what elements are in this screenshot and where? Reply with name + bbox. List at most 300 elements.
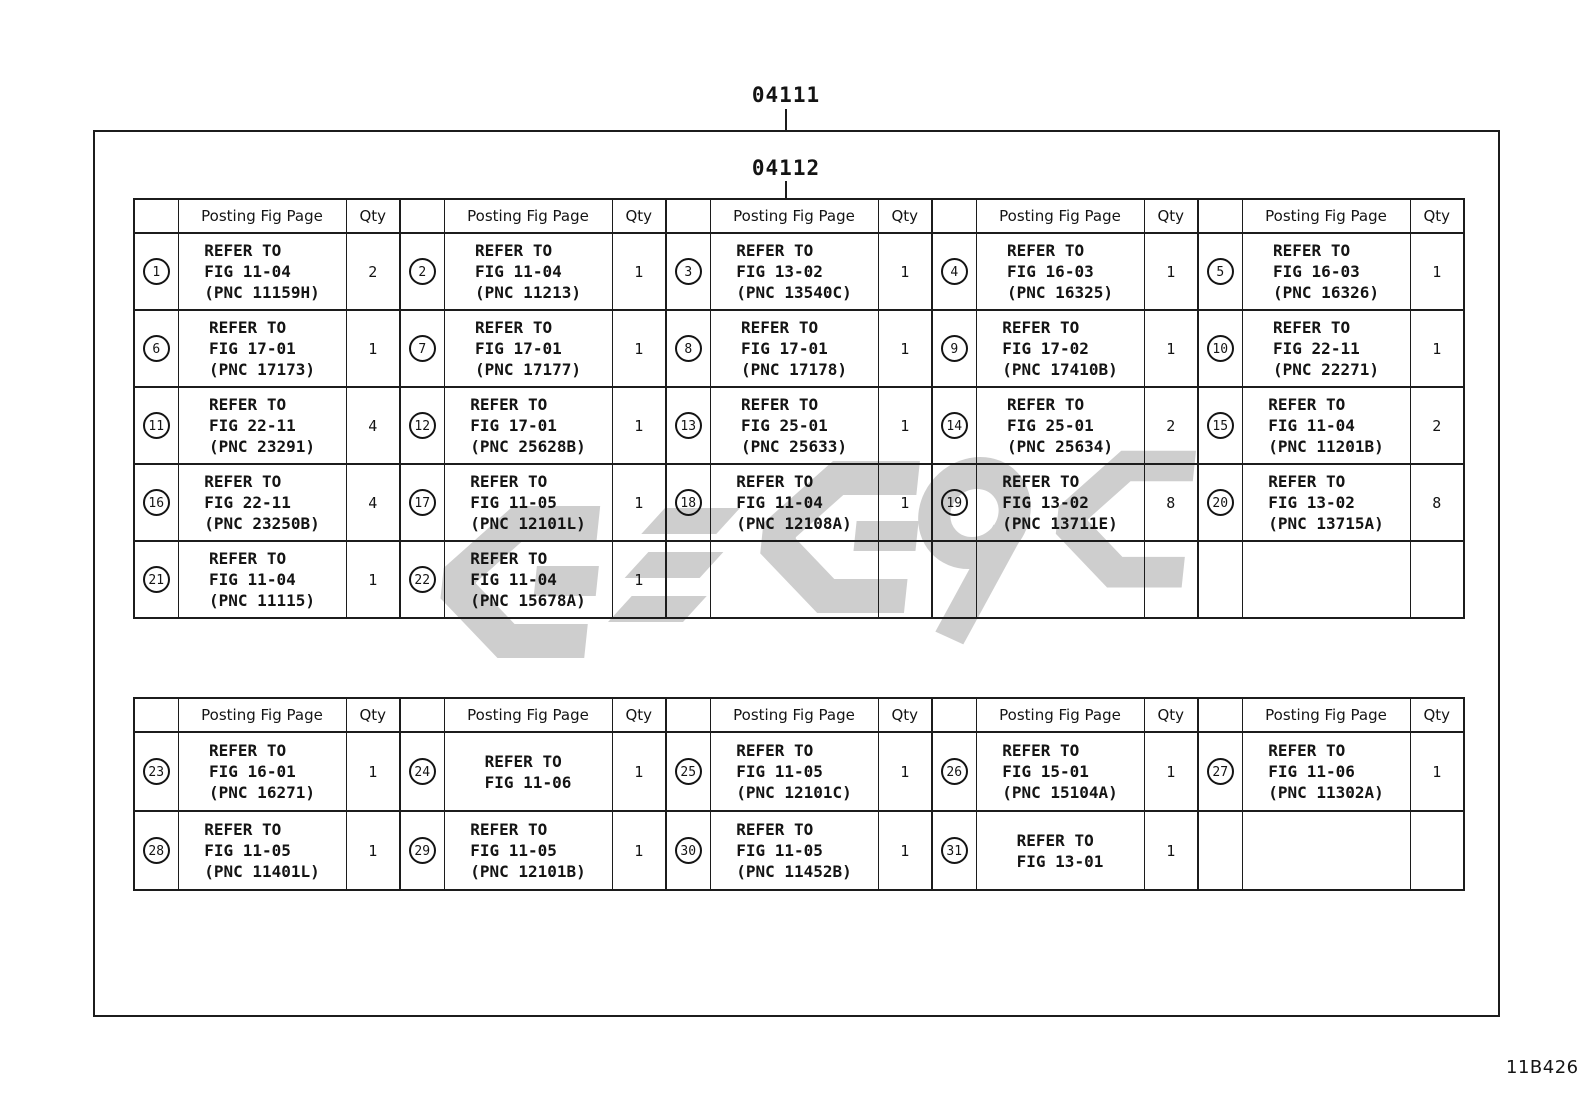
- refer-to-line: REFER TO: [470, 549, 548, 568]
- item-number-cell: [666, 732, 710, 811]
- fig-line: FIG 11-06: [484, 772, 572, 792]
- fig-reference-cell: [178, 310, 346, 387]
- fig-reference-text: [209, 548, 315, 611]
- fig-reference-cell: [710, 811, 878, 890]
- fig-line: FIG 11-04: [209, 570, 296, 589]
- fig-reference-text: [1002, 317, 1118, 380]
- item-number-circle: 6: [143, 335, 170, 362]
- qty-cell: 1: [346, 310, 400, 387]
- fig-line: FIG 22-11: [1273, 339, 1360, 358]
- qty-cell: 1: [612, 541, 666, 618]
- fig-reference-cell: [710, 732, 878, 811]
- item-number-cell: [666, 233, 710, 310]
- qty-cell: 1: [1144, 811, 1198, 890]
- refer-to-line: REFER TO: [736, 741, 814, 760]
- fig-reference-text: [741, 394, 847, 457]
- qty-cell: [1144, 541, 1198, 618]
- fig-reference-cell: [1242, 310, 1410, 387]
- fig-reference-cell: [444, 732, 612, 811]
- fig-line: FIG 17-01: [475, 339, 562, 358]
- pnc-line: (PNC 17173): [209, 360, 315, 379]
- connector-line-04111: [785, 109, 787, 130]
- fig-reference-cell: [178, 541, 346, 618]
- fig-line: FIG 17-02: [1002, 339, 1089, 358]
- item-number-circle: 29: [409, 837, 436, 864]
- item-number-cell: [1198, 310, 1242, 387]
- pnc-line: (PNC 15678A): [470, 591, 586, 610]
- fig-line: FIG 11-04: [736, 493, 823, 512]
- posting-fig-page-header: Posting Fig Page: [710, 698, 878, 732]
- fig-reference-text: [1017, 830, 1104, 872]
- fig-line: FIG 25-01: [741, 416, 828, 435]
- item-number-cell: [666, 387, 710, 464]
- qty-cell: 8: [1410, 464, 1464, 541]
- refer-to-line: REFER TO: [1007, 395, 1085, 414]
- fig-line: FIG 13-01: [1016, 851, 1104, 871]
- qty-header: Qty: [612, 199, 666, 233]
- fig-line: FIG 22-11: [204, 493, 291, 512]
- item-number-cell: [932, 732, 976, 811]
- fig-reference-cell: [444, 811, 612, 890]
- item-number-cell: [1198, 811, 1242, 890]
- refer-to-line: REFER TO: [470, 820, 548, 839]
- fig-reference-cell: [1242, 387, 1410, 464]
- pnc-line: (PNC 12108A): [736, 514, 852, 533]
- posting-fig-page-header: Posting Fig Page: [444, 698, 612, 732]
- qty-cell: 1: [612, 464, 666, 541]
- refer-to-line: REFER TO: [736, 241, 814, 260]
- fig-reference-cell: [976, 541, 1144, 618]
- pnc-line: (PNC 12101L): [470, 514, 586, 533]
- fig-reference-text: [470, 819, 586, 882]
- item-number-circle: 26: [941, 758, 968, 785]
- qty-header: Qty: [1410, 199, 1464, 233]
- pnc-line: (PNC 17410B): [1002, 360, 1118, 379]
- pnc-line: (PNC 25633): [741, 437, 847, 456]
- refer-to-line: REFER TO: [209, 318, 287, 337]
- item-number-circle: 19: [941, 489, 968, 516]
- item-number-cell: [666, 811, 710, 890]
- item-number-cell: [134, 387, 178, 464]
- pnc-line: (PNC 11115): [209, 591, 315, 610]
- posting-fig-page-header: Posting Fig Page: [976, 199, 1144, 233]
- fig-line: FIG 22-11: [209, 416, 296, 435]
- qty-cell: 1: [612, 732, 666, 811]
- fig-line: FIG 13-02: [1002, 493, 1089, 512]
- item-number-cell: [400, 387, 444, 464]
- fig-reference-cell: [1242, 233, 1410, 310]
- table-row: [134, 732, 1464, 811]
- refer-to-line: REFER TO: [1268, 472, 1346, 491]
- pnc-line: (PNC 11302A): [1268, 783, 1384, 802]
- fig-line: FIG 17-01: [470, 416, 557, 435]
- item-number-header: [400, 698, 444, 732]
- header-row: [134, 199, 1464, 233]
- item-number-cell: [134, 464, 178, 541]
- qty-cell: 1: [878, 233, 932, 310]
- item-number-circle: 5: [1207, 258, 1234, 285]
- fig-reference-text: [736, 471, 852, 534]
- part-number-04112: 04112: [751, 156, 821, 180]
- part-number-04111: 04111: [751, 83, 821, 107]
- pnc-line: (PNC 17178): [741, 360, 847, 379]
- fig-reference-cell: [976, 233, 1144, 310]
- qty-cell: 1: [346, 732, 400, 811]
- fig-reference-text: [736, 240, 852, 303]
- fig-reference-cell: [976, 732, 1144, 811]
- pnc-line: (PNC 25628B): [470, 437, 586, 456]
- item-number-circle: 1: [143, 258, 170, 285]
- item-number-cell: [400, 732, 444, 811]
- item-number-cell: [134, 233, 178, 310]
- fig-line: FIG 11-05: [204, 841, 291, 860]
- fig-reference-cell: [976, 310, 1144, 387]
- fig-reference-cell: [710, 387, 878, 464]
- qty-cell: 8: [1144, 464, 1198, 541]
- pnc-line: (PNC 12101C): [736, 783, 852, 802]
- item-number-circle: 12: [409, 412, 436, 439]
- pnc-line: (PNC 15104A): [1002, 783, 1118, 802]
- table-row: [134, 310, 1464, 387]
- posting-fig-page-header: Posting Fig Page: [178, 199, 346, 233]
- qty-cell: 1: [878, 310, 932, 387]
- fig-reference-text: [1268, 740, 1384, 803]
- fig-reference-text: [1273, 317, 1379, 380]
- fig-reference-cell: [976, 464, 1144, 541]
- item-number-circle: 28: [143, 837, 170, 864]
- item-number-cell: [666, 541, 710, 618]
- refer-to-line: REFER TO: [1273, 318, 1351, 337]
- fig-reference-cell: [1242, 541, 1410, 618]
- qty-cell: 1: [1410, 732, 1464, 811]
- fig-line: FIG 11-04: [475, 262, 562, 281]
- qty-cell: 4: [346, 387, 400, 464]
- qty-cell: 2: [1144, 387, 1198, 464]
- pnc-line: (PNC 16271): [209, 783, 315, 802]
- item-number-circle: 21: [143, 566, 170, 593]
- posting-fig-page-header: Posting Fig Page: [1242, 199, 1410, 233]
- refer-to-line: REFER TO: [204, 241, 282, 260]
- fig-reference-text: [1273, 240, 1379, 303]
- qty-cell: 1: [612, 233, 666, 310]
- item-number-cell: [400, 464, 444, 541]
- item-number-header: [400, 199, 444, 233]
- item-number-circle: 31: [941, 837, 968, 864]
- fig-line: FIG 11-05: [470, 493, 557, 512]
- fig-reference-text: [485, 751, 572, 793]
- qty-cell: 1: [878, 732, 932, 811]
- fig-line: FIG 16-03: [1273, 262, 1360, 281]
- item-number-cell: [134, 732, 178, 811]
- item-number-header: [1198, 698, 1242, 732]
- fig-line: FIG 11-06: [1268, 762, 1355, 781]
- refer-to-line: REFER TO: [470, 472, 548, 491]
- fig-reference-cell: [444, 310, 612, 387]
- item-number-cell: [932, 541, 976, 618]
- qty-cell: [878, 541, 932, 618]
- item-number-cell: [932, 233, 976, 310]
- fig-reference-cell: [1242, 811, 1410, 890]
- item-number-circle: 2: [409, 258, 436, 285]
- item-number-circle: 16: [143, 489, 170, 516]
- item-number-circle: 25: [675, 758, 702, 785]
- fig-reference-cell: [710, 310, 878, 387]
- fig-line: FIG 17-01: [741, 339, 828, 358]
- pnc-line: (PNC 17177): [475, 360, 581, 379]
- refer-to-line: REFER TO: [1002, 318, 1080, 337]
- fig-line: FIG 11-04: [470, 570, 557, 589]
- fig-reference-text: [1002, 471, 1118, 534]
- qty-cell: 2: [1410, 387, 1464, 464]
- item-number-header: [932, 698, 976, 732]
- item-number-cell: [932, 464, 976, 541]
- fig-reference-table-1: [133, 198, 1465, 619]
- refer-to-line: REFER TO: [475, 241, 553, 260]
- fig-reference-text: [1268, 471, 1384, 534]
- item-number-circle: 4: [941, 258, 968, 285]
- fig-line: FIG 11-04: [204, 262, 291, 281]
- qty-cell: 1: [1144, 233, 1198, 310]
- qty-header: Qty: [1144, 698, 1198, 732]
- qty-cell: 1: [1410, 233, 1464, 310]
- refer-to-line: REFER TO: [736, 820, 814, 839]
- pnc-line: (PNC 11452B): [736, 862, 852, 881]
- refer-to-line: REFER TO: [1273, 241, 1351, 260]
- pnc-line: (PNC 13540C): [736, 283, 852, 302]
- item-number-circle: 18: [675, 489, 702, 516]
- qty-cell: 1: [346, 811, 400, 890]
- item-number-circle: 27: [1207, 758, 1234, 785]
- item-number-circle: 13: [675, 412, 702, 439]
- posting-fig-page-header: Posting Fig Page: [1242, 698, 1410, 732]
- fig-line: FIG 13-02: [736, 262, 823, 281]
- fig-line: FIG 16-01: [209, 762, 296, 781]
- fig-reference-text: [475, 317, 581, 380]
- item-number-cell: [666, 310, 710, 387]
- refer-to-line: REFER TO: [204, 820, 282, 839]
- item-number-cell: [134, 541, 178, 618]
- refer-to-line: REFER TO: [1002, 741, 1080, 760]
- fig-reference-cell: [178, 732, 346, 811]
- posting-fig-page-header: Posting Fig Page: [178, 698, 346, 732]
- table-row: [134, 464, 1464, 541]
- fig-reference-text: [1268, 394, 1384, 457]
- pnc-line: (PNC 11213): [475, 283, 581, 302]
- qty-header: Qty: [346, 698, 400, 732]
- refer-to-line: REFER TO: [736, 472, 814, 491]
- fig-reference-text: [1007, 394, 1113, 457]
- qty-cell: 1: [878, 464, 932, 541]
- qty-cell: [1410, 811, 1464, 890]
- fig-reference-text: [475, 240, 581, 303]
- pnc-line: (PNC 11401L): [204, 862, 320, 881]
- item-number-circle: 14: [941, 412, 968, 439]
- fig-reference-cell: [710, 233, 878, 310]
- qty-cell: 1: [1410, 310, 1464, 387]
- pnc-line: (PNC 22271): [1273, 360, 1379, 379]
- fig-reference-cell: [710, 464, 878, 541]
- pnc-line: (PNC 11159H): [204, 283, 320, 302]
- refer-to-line: REFER TO: [209, 741, 287, 760]
- fig-reference-text: [736, 819, 852, 882]
- item-number-circle: 11: [143, 412, 170, 439]
- item-number-cell: [1198, 387, 1242, 464]
- item-number-cell: [134, 811, 178, 890]
- fig-line: FIG 25-01: [1007, 416, 1094, 435]
- refer-to-line: REFER TO: [1016, 830, 1094, 850]
- posting-fig-page-header: Posting Fig Page: [444, 199, 612, 233]
- fig-line: FIG 16-03: [1007, 262, 1094, 281]
- pnc-line: (PNC 16326): [1273, 283, 1379, 302]
- refer-to-line: REFER TO: [475, 318, 553, 337]
- fig-reference-cell: [444, 387, 612, 464]
- table-row: [134, 233, 1464, 310]
- fig-reference-text: [204, 471, 320, 534]
- fig-line: FIG 11-05: [470, 841, 557, 860]
- fig-reference-cell: [1242, 732, 1410, 811]
- fig-reference-cell: [976, 387, 1144, 464]
- pnc-line: (PNC 11201B): [1268, 437, 1384, 456]
- fig-reference-cell: [178, 233, 346, 310]
- fig-reference-text: [1007, 240, 1113, 303]
- qty-cell: [1410, 541, 1464, 618]
- refer-to-line: REFER TO: [209, 395, 287, 414]
- item-number-header: [134, 199, 178, 233]
- qty-header: Qty: [1410, 698, 1464, 732]
- refer-to-line: REFER TO: [470, 395, 548, 414]
- table-row: [134, 811, 1464, 890]
- item-number-cell: [1198, 464, 1242, 541]
- qty-cell: 2: [346, 233, 400, 310]
- fig-line: FIG 11-05: [736, 841, 823, 860]
- item-number-header: [932, 199, 976, 233]
- item-number-cell: [400, 541, 444, 618]
- pnc-line: (PNC 12101B): [470, 862, 586, 881]
- connector-line-04112: [785, 181, 787, 198]
- refer-to-line: REFER TO: [1002, 472, 1080, 491]
- item-number-header: [1198, 199, 1242, 233]
- refer-to-line: REFER TO: [741, 395, 819, 414]
- fig-reference-table-2: [133, 697, 1465, 891]
- qty-header: Qty: [878, 199, 932, 233]
- fig-reference-text: [204, 240, 320, 303]
- item-number-circle: 22: [409, 566, 436, 593]
- fig-reference-text: [736, 740, 852, 803]
- qty-cell: 1: [346, 541, 400, 618]
- item-number-circle: 15: [1207, 412, 1234, 439]
- qty-cell: 1: [1144, 310, 1198, 387]
- fig-reference-text: [470, 548, 586, 611]
- fig-line: FIG 13-02: [1268, 493, 1355, 512]
- item-number-header: [666, 698, 710, 732]
- fig-line: FIG 11-05: [736, 762, 823, 781]
- refer-to-line: REFER TO: [1268, 741, 1346, 760]
- refer-to-line: REFER TO: [1268, 395, 1346, 414]
- qty-header: Qty: [612, 698, 666, 732]
- fig-reference-cell: [444, 233, 612, 310]
- item-number-header: [134, 698, 178, 732]
- fig-reference-cell: [178, 464, 346, 541]
- fig-reference-text: [470, 471, 586, 534]
- item-number-circle: 7: [409, 335, 436, 362]
- pnc-line: (PNC 13711E): [1002, 514, 1118, 533]
- fig-reference-cell: [178, 387, 346, 464]
- page-code: 11B426: [1506, 1057, 1579, 1078]
- item-number-cell: [932, 811, 976, 890]
- refer-to-line: REFER TO: [204, 472, 282, 491]
- refer-to-line: REFER TO: [1007, 241, 1085, 260]
- fig-reference-cell: [710, 541, 878, 618]
- item-number-circle: 20: [1207, 489, 1234, 516]
- fig-reference-cell: [178, 811, 346, 890]
- item-number-cell: [1198, 233, 1242, 310]
- item-number-cell: [666, 464, 710, 541]
- item-number-circle: 24: [409, 758, 436, 785]
- item-number-cell: [1198, 732, 1242, 811]
- item-number-circle: 3: [675, 258, 702, 285]
- header-row: [134, 698, 1464, 732]
- item-number-header: [666, 199, 710, 233]
- qty-cell: 1: [1144, 732, 1198, 811]
- fig-reference-text: [1002, 740, 1118, 803]
- fig-reference-text: [209, 317, 315, 380]
- item-number-cell: [400, 233, 444, 310]
- refer-to-line: REFER TO: [209, 549, 287, 568]
- qty-cell: 1: [612, 310, 666, 387]
- fig-reference-cell: [444, 464, 612, 541]
- pnc-line: (PNC 23250B): [204, 514, 320, 533]
- pnc-line: (PNC 16325): [1007, 283, 1113, 302]
- refer-to-line: REFER TO: [484, 751, 562, 771]
- fig-reference-text: [209, 394, 315, 457]
- fig-reference-text: [470, 394, 586, 457]
- qty-header: Qty: [878, 698, 932, 732]
- fig-reference-text: [741, 317, 847, 380]
- item-number-cell: [932, 387, 976, 464]
- item-number-circle: 10: [1207, 335, 1234, 362]
- item-number-circle: 23: [143, 758, 170, 785]
- item-number-cell: [134, 310, 178, 387]
- qty-cell: 1: [878, 811, 932, 890]
- item-number-cell: [1198, 541, 1242, 618]
- item-number-cell: [400, 310, 444, 387]
- fig-line: FIG 11-04: [1268, 416, 1355, 435]
- item-number-cell: [932, 310, 976, 387]
- table-row: [134, 541, 1464, 618]
- fig-reference-cell: [444, 541, 612, 618]
- qty-header: Qty: [1144, 199, 1198, 233]
- qty-cell: 1: [612, 387, 666, 464]
- pnc-line: (PNC 25634): [1007, 437, 1113, 456]
- item-number-circle: 17: [409, 489, 436, 516]
- qty-cell: 4: [346, 464, 400, 541]
- item-number-circle: 9: [941, 335, 968, 362]
- qty-cell: 1: [878, 387, 932, 464]
- item-number-circle: 30: [675, 837, 702, 864]
- item-number-circle: 8: [675, 335, 702, 362]
- fig-line: FIG 17-01: [209, 339, 296, 358]
- table-row: [134, 387, 1464, 464]
- fig-line: FIG 15-01: [1002, 762, 1089, 781]
- fig-reference-cell: [1242, 464, 1410, 541]
- qty-header: Qty: [346, 199, 400, 233]
- refer-to-line: REFER TO: [741, 318, 819, 337]
- posting-fig-page-header: Posting Fig Page: [710, 199, 878, 233]
- fig-reference-text: [204, 819, 320, 882]
- item-number-cell: [400, 811, 444, 890]
- qty-cell: 1: [612, 811, 666, 890]
- fig-reference-cell: [976, 811, 1144, 890]
